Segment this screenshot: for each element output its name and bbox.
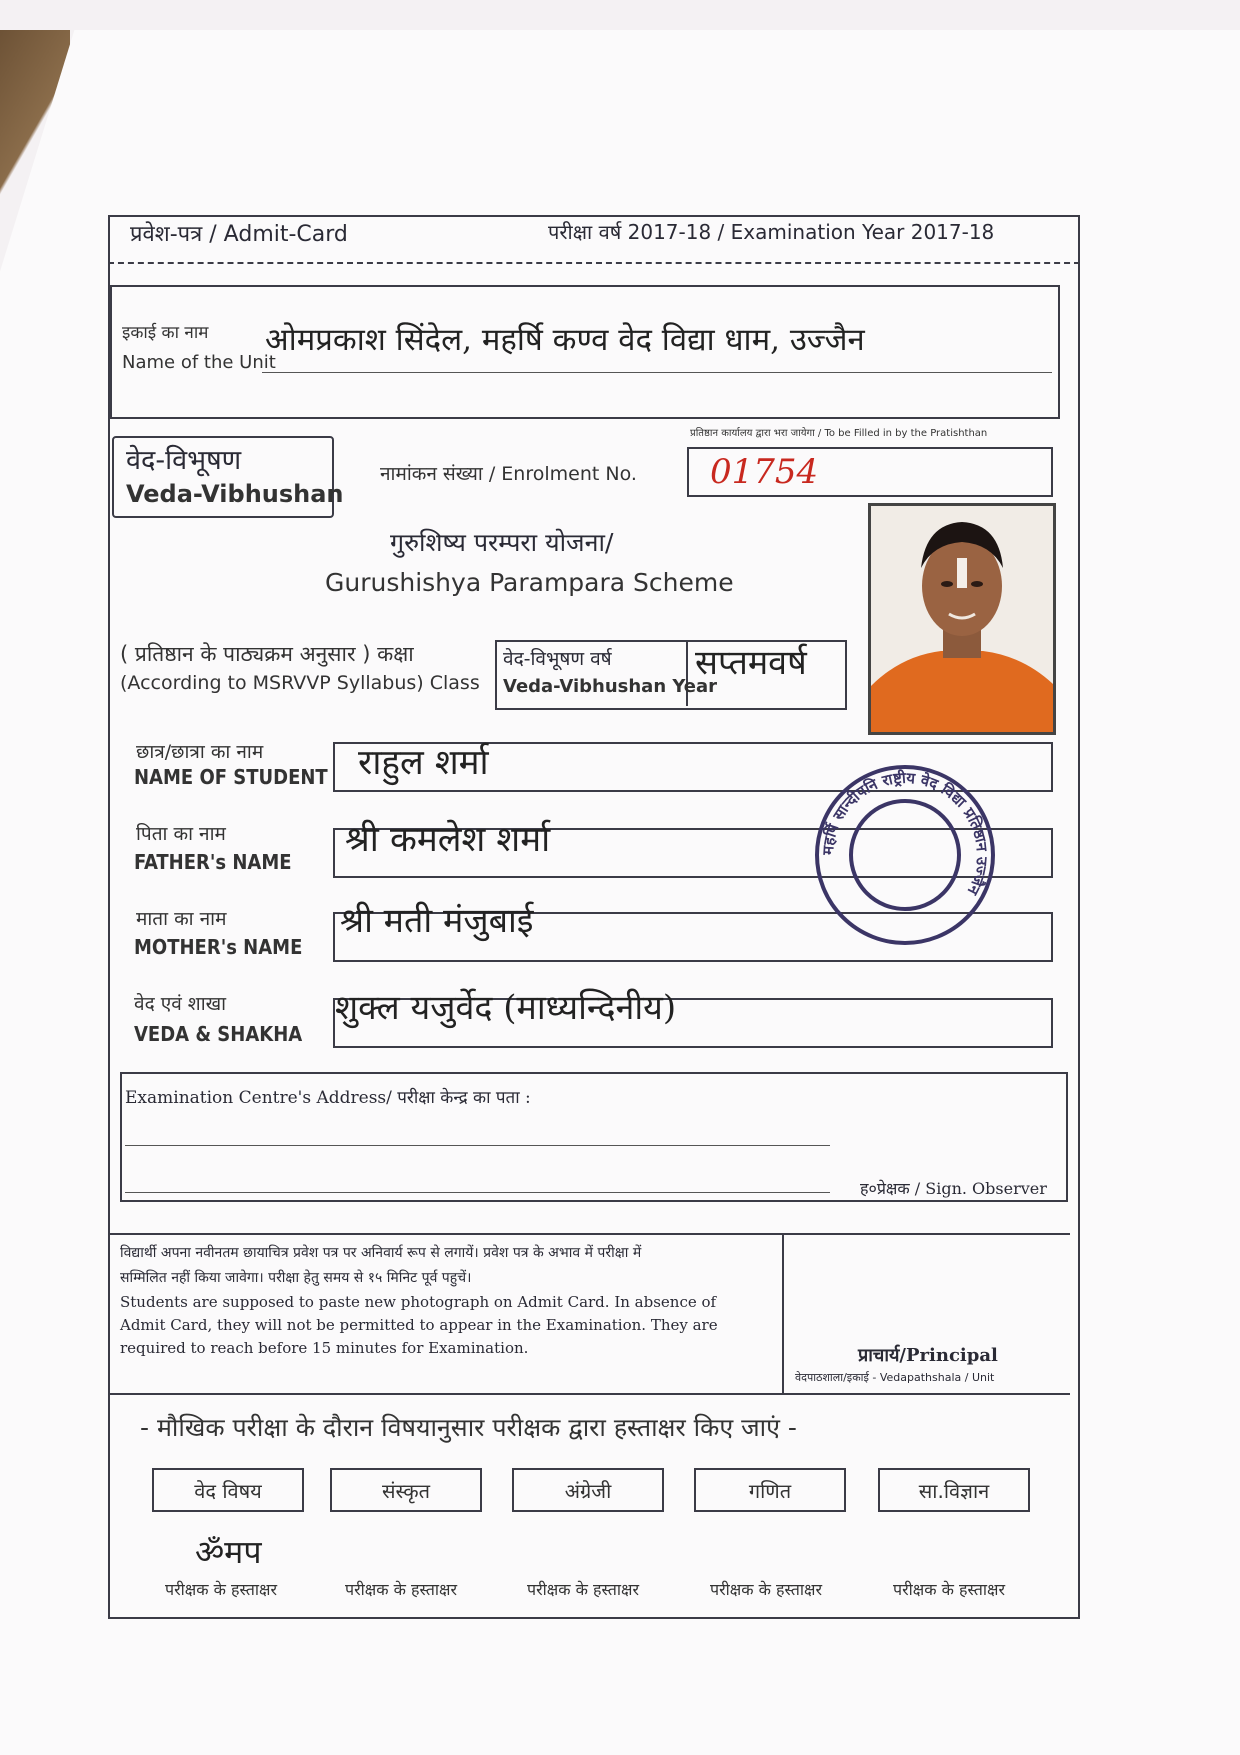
instruction-hi-2: सम्मिलित नहीं किया जावेगा। परीक्षा हेतु समय से १५ मिनिट पूर्व पहुचें। bbox=[120, 1270, 472, 1286]
stamp-text-icon bbox=[815, 765, 995, 945]
examiner-sign-2: परीक्षक के हस्ताक्षर bbox=[345, 1580, 457, 1599]
student-label-hi: छात्र/छात्रा का नाम bbox=[136, 741, 264, 763]
class-value: सप्तमवर्ष bbox=[695, 643, 807, 683]
subject-english: अंग्रेजी bbox=[512, 1468, 664, 1512]
father-name-value: श्री कमलेश शर्मा bbox=[345, 820, 551, 860]
examiner-sign-4: परीक्षक के हस्ताक्षर bbox=[710, 1580, 822, 1599]
principal-label: प्राचार्य/Principal bbox=[858, 1345, 998, 1366]
instructions-bottom-line bbox=[110, 1393, 1070, 1395]
enrolment-value: 01754 bbox=[710, 452, 819, 492]
veda-label-en: VEDA & SHAKHA bbox=[134, 1022, 303, 1046]
father-label-hi: पिता का नाम bbox=[136, 823, 226, 845]
student-label-en: NAME OF STUDENT bbox=[134, 765, 328, 789]
mother-label-hi: माता का नाम bbox=[136, 908, 227, 930]
unit-line bbox=[262, 372, 1052, 373]
instruction-hi-1: विद्यार्थी अपना नवीनतम छायाचित्र प्रवेश पत्र पर अनिवार्य रूप से लगायें। प्रवेश पत्र के अभाव में परीक्षा में bbox=[120, 1245, 642, 1261]
veda-shakha-value: शुक्ल यजुर्वेद (माध्यन्दिनीय) bbox=[335, 988, 677, 1028]
pratishthan-note: प्रतिष्ठान कार्यालय द्वारा भरा जायेगा / To be Filled in by the Pratishthan bbox=[690, 428, 988, 439]
student-photo bbox=[868, 503, 1056, 735]
observer-sign-label: ह०प्रेक्षक / Sign. Observer bbox=[860, 1179, 1047, 1198]
class-label-hi: ( प्रतिष्ठान के पाठ्यक्रम अनुसार ) कक्षा bbox=[120, 642, 414, 666]
instructions-top-line bbox=[110, 1233, 1070, 1235]
subject-sanskrit: संस्कृत bbox=[330, 1468, 482, 1512]
student-photo-icon bbox=[871, 506, 1053, 732]
subject-veda: वेद विषय bbox=[152, 1468, 304, 1512]
header-divider bbox=[108, 262, 1080, 264]
scheme-title-hi: गुरुशिष्य परम्परा योजना/ bbox=[390, 528, 614, 557]
unit-label-en: Name of the Unit bbox=[122, 352, 276, 373]
exam-centre-line-1 bbox=[125, 1145, 830, 1146]
scheme-title-en: Gurushishya Parampara Scheme bbox=[325, 568, 734, 597]
father-label-en: FATHER's NAME bbox=[134, 850, 292, 874]
exam-centre-label: Examination Centre's Address/ परीक्षा केन्द्र का पता : bbox=[125, 1088, 531, 1108]
enrolment-label: नामांकन संख्या / Enrolment No. bbox=[380, 463, 637, 485]
mother-label-en: MOTHER's NAME bbox=[134, 935, 303, 959]
instruction-en-3: required to reach before 15 minutes for Examination. bbox=[120, 1339, 529, 1357]
course-label-hi: वेद-विभूषण bbox=[126, 445, 242, 476]
veda-label-hi: वेद एवं शाखा bbox=[134, 993, 227, 1015]
course-label-en: Veda-Vibhushan bbox=[126, 480, 344, 508]
class-label-en: (According to MSRVVP Syllabus) Class bbox=[120, 672, 480, 694]
examiner-sign-5: परीक्षक के हस्ताक्षर bbox=[893, 1580, 1005, 1599]
subject-social-science: सा.विज्ञान bbox=[878, 1468, 1030, 1512]
svg-text:महर्षि सान्दीपनि राष्ट्रीय वेद: महर्षि सान्दीपनि राष्ट्रीय वेद विद्या प्रतिष्ठान उज्जैन bbox=[818, 768, 992, 898]
instruction-en-1: Students are supposed to paste new photograph on Admit Card. In absence of bbox=[120, 1293, 717, 1311]
mother-name-value: श्री मती मंजुबाई bbox=[340, 901, 534, 941]
instructions-divider bbox=[782, 1233, 784, 1393]
admit-card-title: प्रवेश-पत्र / Admit-Card bbox=[130, 222, 348, 247]
examiner-sign-1: परीक्षक के हस्ताक्षर bbox=[165, 1580, 277, 1599]
oral-exam-note: - मौखिक परीक्षा के दौरान विषयानुसार परीक्षक द्वारा हस्ताक्षर किए जाएं - bbox=[140, 1413, 797, 1442]
subject-maths: गणित bbox=[694, 1468, 846, 1512]
examiner-sign-3: परीक्षक के हस्ताक्षर bbox=[527, 1580, 639, 1599]
class-year-label-hi: वेद-विभूषण वर्ष bbox=[503, 648, 612, 670]
instruction-en-2: Admit Card, they will not be permitted to appear in the Examination. They are bbox=[120, 1316, 718, 1334]
student-name-value: राहुल शर्मा bbox=[358, 743, 489, 783]
exam-centre-line-2 bbox=[125, 1192, 830, 1193]
class-year-label-en: Veda-Vibhushan Year bbox=[503, 676, 718, 697]
exam-year: परीक्षा वर्ष 2017-18 / Examination Year 2017-18 bbox=[548, 220, 995, 244]
examiner-signature: ॐमप bbox=[195, 1533, 262, 1571]
unit-label-hi: इकाई का नाम bbox=[122, 323, 209, 343]
unit-name-value: ओमप्रकाश सिंदेल, महर्षि कण्व वेद विद्या धाम, उज्जैन bbox=[265, 322, 865, 358]
principal-sub-label: वेदपाठशाला/इकाई - Vedapathshala / Unit bbox=[795, 1371, 995, 1384]
